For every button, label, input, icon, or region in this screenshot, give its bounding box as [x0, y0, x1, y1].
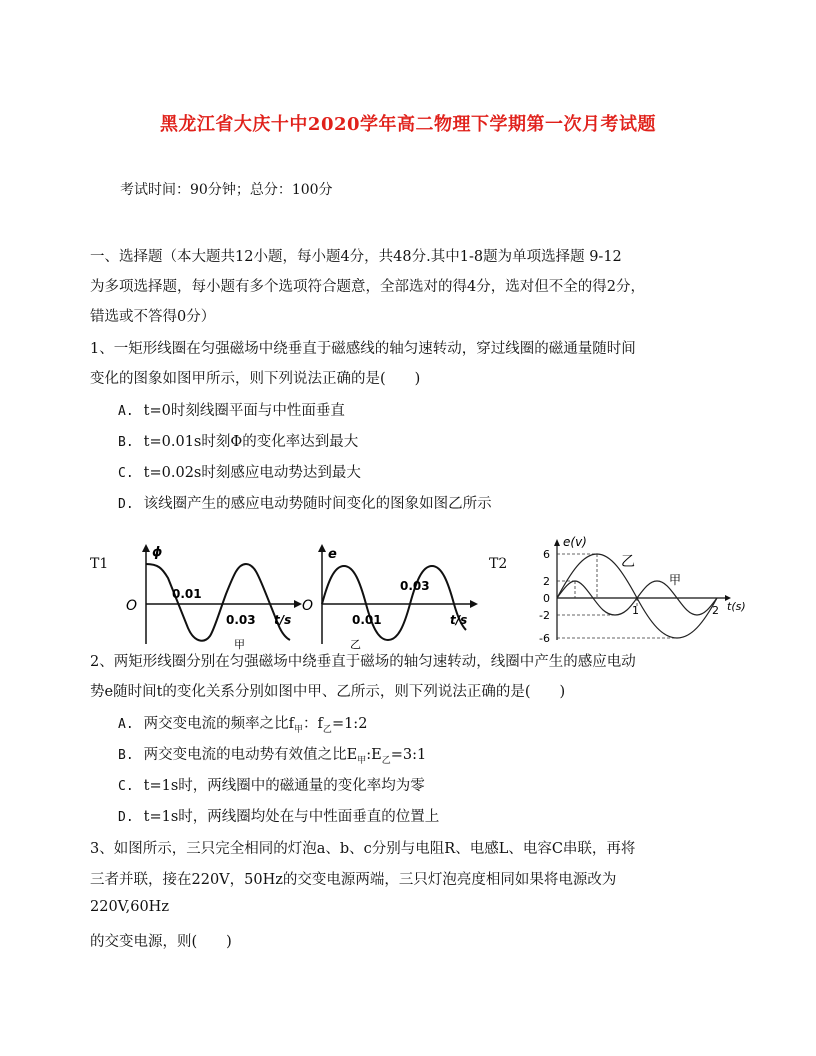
fig-t2-ylabel: e(v) [563, 535, 587, 549]
fig-jia-y-arrow [142, 544, 150, 552]
q1-option-c: C. t=0.02s时刻感应电动势达到最大 [118, 465, 361, 481]
figure-tag-t2: T2 [489, 556, 508, 572]
section-intro-line-1: 一、选择题（本大题共12小题，每小题4分，共48分.其中1-8题为单项选择题 9-12 [90, 249, 622, 265]
fig-jia-ylabel: ϕ [152, 545, 163, 560]
fig-jia-xlabel: t/s [274, 613, 292, 627]
q1-line-2: 变化的图象如图甲所示，则下列说法正确的是( ) [90, 371, 421, 387]
q1-option-d: D. 该线圈产生的感应电动势随时间变化的图象如图乙所示 [118, 496, 492, 512]
fig-t2-xlabel: t(s) [727, 600, 746, 613]
q1-option-b: B. t=0.01s时刻Φ的变化率达到最大 [118, 434, 359, 450]
fig-yi-y-arrow [318, 544, 326, 552]
fig-jia-caption: 甲 [234, 638, 245, 651]
q1-option-a: A. t=0时刻线圈平面与中性面垂直 [118, 403, 345, 419]
figure-tag-t1: T1 [90, 556, 109, 572]
fig-t2-curve-yi [557, 554, 717, 638]
fig-yi-xlabel: t/s [450, 613, 468, 627]
fig-yi-ylabel: e [328, 547, 337, 562]
q2-option-d: D. t=1s时，两线圈均处在与中性面垂直的位置上 [118, 809, 440, 825]
figure-jia [122, 542, 302, 652]
q2-line-2: 势e随时间t的变化关系分别如图中甲、乙所示，则下列说法正确的是( ) [90, 684, 566, 700]
fig-jia-label-003: 0.03 [226, 613, 256, 627]
exam-meta: 考试时间：90分钟；总分：100分 [120, 182, 333, 198]
figure-t2 [535, 534, 755, 646]
fig-t2-tick-2: 2 [543, 575, 550, 588]
fig-yi-origin: O [302, 598, 314, 614]
fig-t2-tick-neg2: -2 [539, 609, 550, 622]
q2-line-1: 2、两矩形线圈分别在匀强磁场中绕垂直于磁场的轴匀速转动，线圈中产生的感应电动 [90, 654, 636, 670]
fig-t2-tick-6: 6 [543, 548, 550, 561]
q3-line-4: 的交变电源，则( ) [90, 934, 232, 950]
fig-t2-x-1: 1 [632, 604, 639, 617]
page-title: 黑龙江省大庆十中2020学年高二物理下学期第一次月考试题 [159, 114, 657, 135]
fig-yi-x-arrow [470, 600, 478, 608]
section-intro-line-2: 为多项选择题，每小题有多个选项符合题意，全部选对的得4分，选对但不全的得2分， [90, 279, 645, 295]
fig-yi-label-001: 0.01 [352, 613, 382, 627]
fig-yi-caption: 乙 [350, 638, 361, 651]
fig-jia-label-001: 0.01 [172, 587, 202, 601]
q3-line-1: 3、如图所示，三只完全相同的灯泡a、b、c分别与电阻R、电感L、电容C串联，再将 [90, 841, 636, 857]
fig-yi-curve [322, 566, 466, 640]
fig-jia-origin: O [126, 598, 138, 614]
q2-option-b: B. 两交变电流的电动势有效值之比$E_甲:E_乙=3:1$ [118, 747, 427, 766]
q3-line-2: 三者并联，接在220V，50Hz的交变电源两端，三只灯泡亮度相同如果将电源改为 [90, 872, 617, 888]
q2-option-a: A. 两交变电流的频率之比$f_甲$：$f_乙=1:2$ [118, 716, 368, 735]
fig-jia-curve [146, 564, 290, 641]
figure-yi [300, 542, 480, 652]
fig-t2-y-arrow [554, 539, 560, 546]
section-intro-line-3: 错选或不答得0分） [90, 309, 216, 325]
q2-option-c: C. t=1s时，两线圈中的磁通量的变化率均为零 [118, 778, 425, 794]
q3-line-3: 220V,60Hz [90, 899, 169, 915]
q1-line-1: 1、一矩形线圈在匀强磁场中绕垂直于磁感线的轴匀速转动，穿过线圈的磁通量随时间 [90, 341, 636, 357]
fig-t2-name-jia: 甲 [669, 573, 682, 587]
fig-t2-x-2: 2 [712, 604, 719, 617]
fig-t2-name-yi: 乙 [621, 554, 635, 570]
fig-t2-tick-0: 0 [543, 592, 550, 605]
fig-t2-tick-neg6: -6 [539, 632, 550, 645]
fig-yi-label-003: 0.03 [400, 579, 430, 593]
